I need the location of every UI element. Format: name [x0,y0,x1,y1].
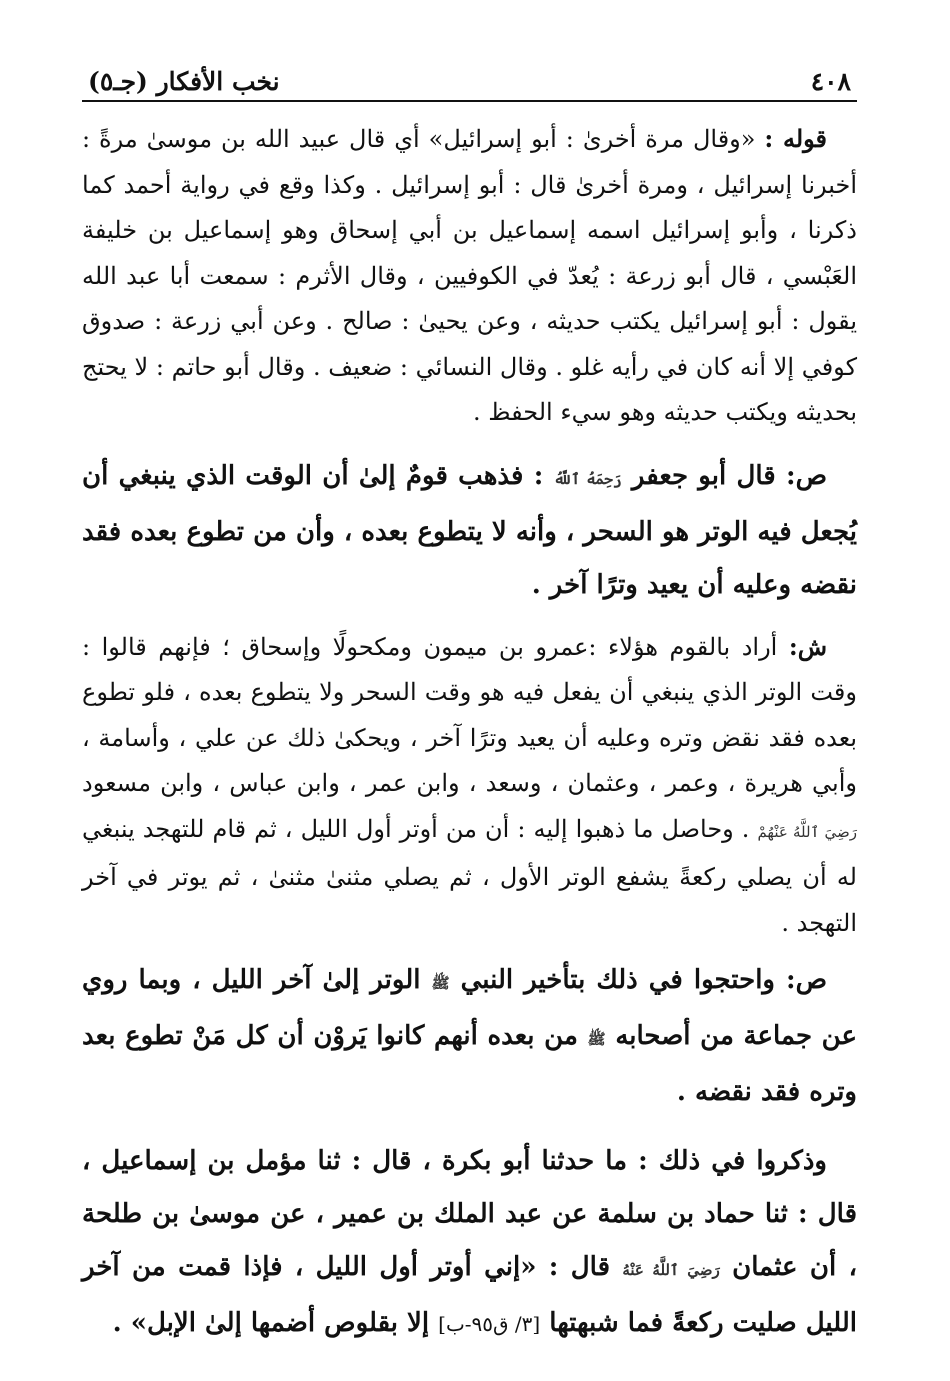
paragraph-text: . وحاصل ما ذهبوا إليه : أن من أوتر أول الليل ، ثم قام للتهجد ينبغي له أن يصلي ركعةً يشفع الوتر الأول ، ثم يصلي مثنىٰ مثنىٰ ، ثم يوتر في آخر التهجد . [82,814,857,937]
honorific-glyph: ﷺ [587,1030,606,1048]
honorific-glyph: ﷺ [431,974,450,992]
paragraph-text-sad-2 [82,954,857,1119]
paragraph-text: الوتر إلىٰ آخر الليل ، وبما روي عن جماعة من أصحابه [82,965,857,1051]
paragraph-lead: ص: [785,460,828,491]
book-title: نخب الأفكار (جـ٥) [88,67,280,96]
paragraph-text: أراد بالقوم هؤلاء :عمرو بن ميمون ومكحولًا وإسحاق ؛ فإنهم قالوا : وقت الوتر الذي ينبغي أن يفعل فيه هو وقت السحر ولا يتطوع بعده ، فلو تطوع بعده فقد نقض وتره وعليه أن يعيد وترًا آخر ، ويحكىٰ ذلك عن علي ، وأسامة ، وأبي هريرة ، وعمر ، وعثمان ، وسعد ، وابن عمر ، وابن عباس ، وابن مسعود [82,632,857,797]
honorific-glyph: رَضِيَ ٱللَّهُ عَنْهُ [622,1261,720,1279]
paragraph-text: واحتجوا في ذلك بتأخير النبي [449,965,786,995]
paragraph-commentary-2 [82,624,857,947]
paragraph-text: إلا بقلوص أضمها إلىٰ الإبل» . [112,1308,439,1338]
folio-reference: [٣/ ق٩٥-ب] [438,1312,541,1336]
paragraph-lead: ص: [785,965,828,995]
paragraph-text: قال : «إني أوتر أول الليل ، فإذا قمت من آخر الليل صليت ركعةً فما شبهتها [82,1252,857,1338]
paragraph-text: وذكروا في ذلك : ما حدثنا أبو بكرة ، قال : ثنا مؤمل بن إسماعيل ، قال : ثنا حماد بن سلمة عن عبد الملك بن عمير ، عن موسىٰ بن طلحة ، أن عثمان [82,1146,857,1282]
paragraph-commentary-1 [82,116,857,436]
paragraph-text: : فذهب قومٌ إلىٰ أن الوقت الذي ينبغي أن يُجعل فيه الوتر هو السحر ، وأنه لا يتطوع بعده ، وأن من تطوع بعده فقد نقضه وعليه أن يعيد وترًا آخر . [82,460,857,600]
page-number: ٤٠٨ [810,67,851,96]
page-header [82,52,857,102]
paragraph-lead: ش: [788,631,827,661]
paragraph-hadith [82,1135,857,1351]
paragraph-lead: قوله : [764,124,828,153]
honorific-glyph: رَضِيَ ٱللَّهُ عَنْهُمْ [757,822,857,841]
paragraph-text: قال أبو جعفر [621,460,786,491]
paragraph-text: من بعده أنهم كانوا يَروْن أن كل مَنْ تطوع بعد وتره فقد نقضه . [82,1021,857,1107]
paragraph-text-sad-1 [82,450,857,612]
honorific-glyph: رَحِمَهُ ٱللَّهُ [553,469,622,488]
paragraph-text: «وقال مرة أخرىٰ : أبو إسرائيل» أي قال عبيد الله بن موسىٰ مرةً : أخبرنا إسرائيل ، ومرة أخرىٰ قال : أبو إسرائيل . وكذا وقع في رواية أحمد كما ذكرنا ، وأبو إسرائيل اسمه إسماعيل بن أبي إسحاق وهو إسماعيل بن خليفة العَبْسي ، قال أبو زرعة : يُعدّ في الكوفيين ، وقال الأثرم : سمعت أبا عبد الله يقول : أبو إسرائيل يكتب حديثه ، وعن يحيىٰ : صالح . وعن أبي زرعة : صدوق كوفي إلا أنه كان في رأيه غلو . وقال النسائي : ضعيف . وقال أبو حاتم : لا يحتج بحديثه ويكتب حديثه وهو سيء الحفظ . [82,125,857,426]
